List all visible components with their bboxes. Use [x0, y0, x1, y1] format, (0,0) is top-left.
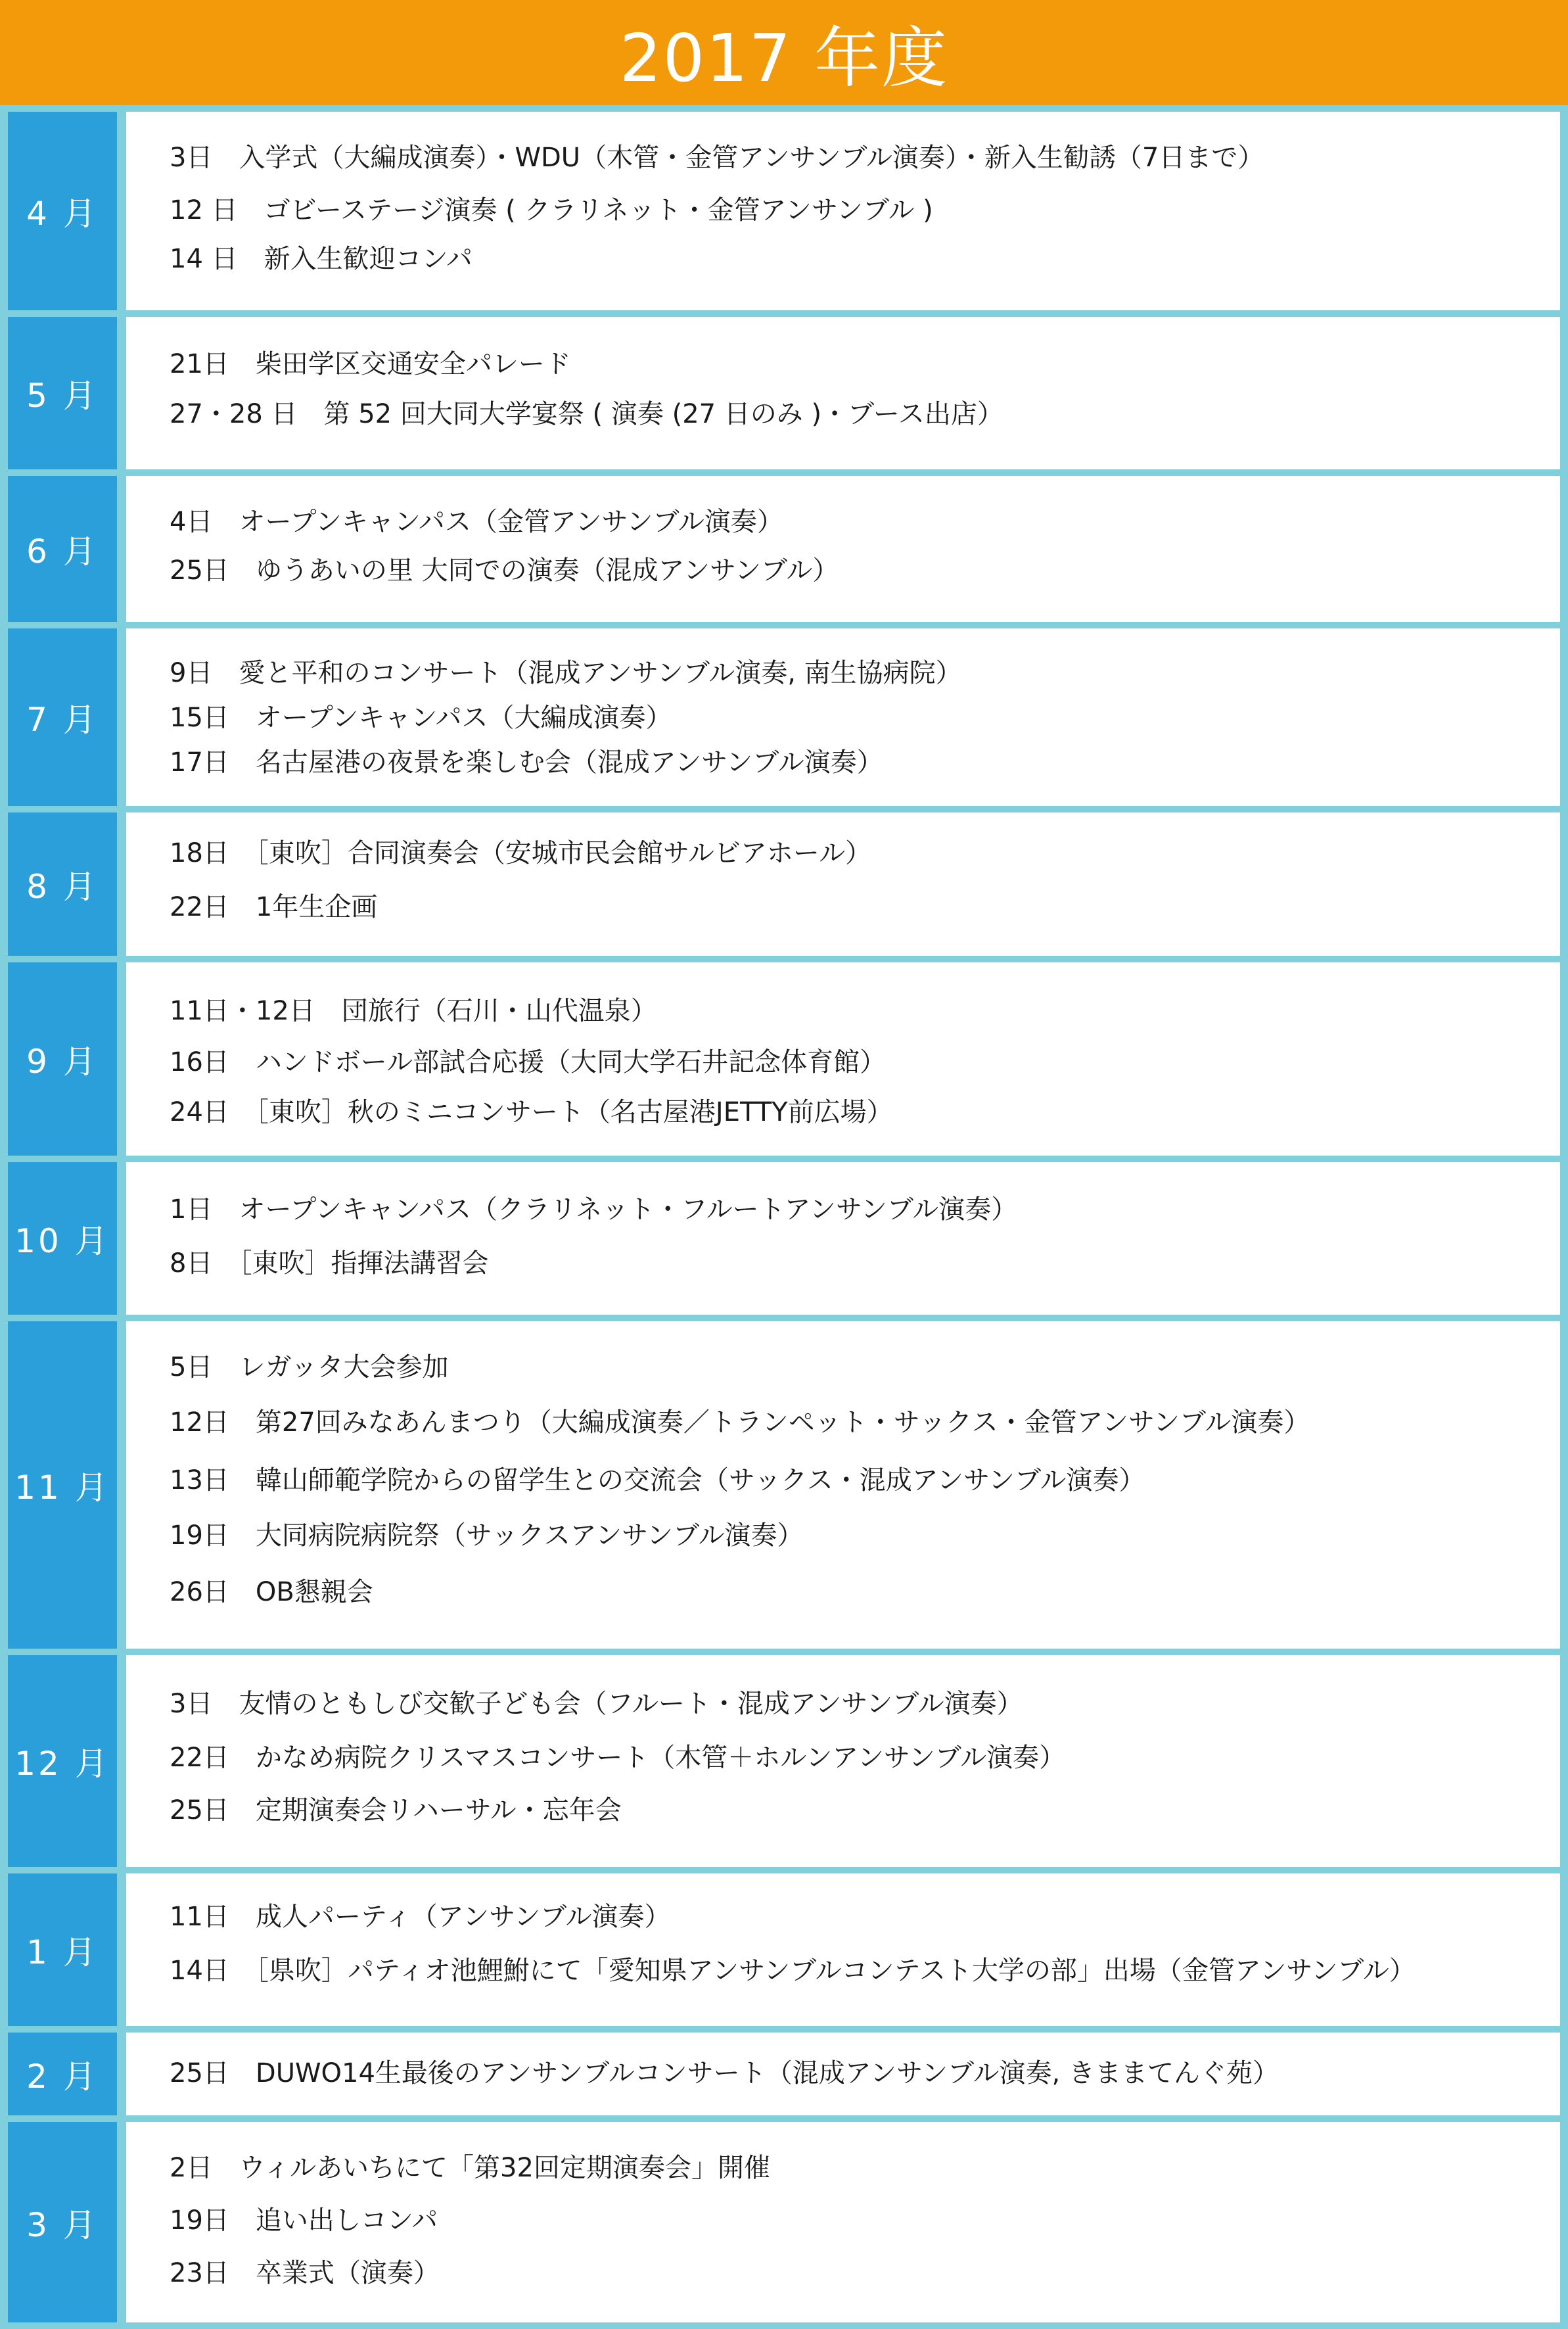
event-item: 22日 1年生企画 — [170, 892, 378, 922]
month-row — [0, 1162, 1568, 1315]
month-row — [0, 2122, 1568, 2322]
month-label: 12 月 — [8, 1655, 117, 1867]
event-item: 25日 ゆうあいの里 大同での演奏（混成アンサンブル） — [170, 555, 839, 586]
event-item: 9日 愛と平和のコンサート（混成アンサンブル演奏, 南生協病院） — [170, 658, 962, 688]
event-item: 16日 ハンドボール部試合応援（大同大学石井記念体育館） — [170, 1047, 887, 1077]
month-row — [0, 628, 1568, 806]
month-events — [126, 1321, 1560, 1649]
month-label: 10 月 — [8, 1162, 117, 1315]
event-item: 3日 入学式（大編成演奏）・WDU（木管・金管アンサンブル演奏）・新入生勧誘（7日まで） — [170, 143, 1264, 173]
month-events — [126, 1873, 1560, 2026]
month-row — [0, 476, 1568, 622]
event-item: 13日 韓山師範学院からの留学生との交流会（サックス・混成アンサンブル演奏） — [170, 1465, 1145, 1495]
month-row — [0, 962, 1568, 1156]
event-item: 1日 オープンキャンパス（クラリネット・フルートアンサンブル演奏） — [170, 1194, 1018, 1225]
month-row — [0, 1321, 1568, 1649]
month-events — [126, 317, 1560, 469]
month-row — [0, 112, 1568, 310]
month-events — [126, 2122, 1560, 2322]
month-events — [126, 2033, 1560, 2115]
month-events — [126, 1655, 1560, 1867]
month-events — [126, 628, 1560, 806]
month-events — [126, 962, 1560, 1156]
month-events — [126, 112, 1560, 310]
event-item: 25日 定期演奏会リハーサル・忘年会 — [170, 1795, 622, 1825]
event-item: 26日 OB懇親会 — [170, 1577, 373, 1607]
event-item: 18日 ［東吹］合同演奏会（安城市民会館サルビアホール） — [170, 838, 872, 868]
month-row — [0, 317, 1568, 469]
event-item: 11日・12日 団旅行（石川・山代温泉） — [170, 996, 657, 1026]
page-title: 2017 年度 — [0, 0, 1568, 105]
month-label: 2 月 — [8, 2033, 117, 2115]
event-item: 19日 追い出しコンパ — [170, 2205, 438, 2236]
event-item: 8日 ［東吹］指揮法講習会 — [170, 1248, 489, 1279]
month-row — [0, 1655, 1568, 1867]
event-item: 15日 オープンキャンパス（大編成演奏） — [170, 703, 672, 733]
month-label: 11 月 — [8, 1321, 117, 1649]
event-item: 4日 オープンキャンパス（金管アンサンブル演奏） — [170, 507, 783, 537]
event-item: 25日 DUWO14生最後のアンサンブルコンサート（混成アンサンブル演奏, きままてんぐ苑） — [170, 2058, 1279, 2088]
event-item: 5日 レガッタ大会参加 — [170, 1352, 449, 1382]
month-label: 5 月 — [8, 317, 117, 469]
month-label: 7 月 — [8, 628, 117, 806]
event-item: 23日 卒業式（演奏） — [170, 2258, 440, 2288]
event-item: 21日 柴田学区交通安全パレード — [170, 349, 571, 379]
event-item: 11日 成人パーティ（アンサンブル演奏） — [170, 1902, 671, 1932]
month-label: 4 月 — [8, 112, 117, 310]
event-item: 14 日 新入生歓迎コンパ — [170, 244, 473, 274]
event-item: 2日 ウィルあいちにて「第32回定期演奏会」開催 — [170, 2153, 770, 2183]
month-label: 6 月 — [8, 476, 117, 622]
event-item: 17日 名古屋港の夜景を楽しむ会（混成アンサンブル演奏） — [170, 747, 883, 778]
event-item: 12日 第27回みなあんまつり（大編成演奏／トランペット・サックス・金管アンサンブル演奏） — [170, 1407, 1310, 1438]
event-item: 12 日 ゴビーステージ演奏 ( クラリネット・金管アンサンブル ) — [170, 195, 933, 225]
month-label: 3 月 — [8, 2122, 117, 2322]
month-label: 1 月 — [8, 1873, 117, 2026]
event-item: 19日 大同病院病院祭（サックスアンサンブル演奏） — [170, 1520, 804, 1551]
month-label: 9 月 — [8, 962, 117, 1156]
month-row — [0, 2033, 1568, 2115]
month-events — [126, 812, 1560, 956]
event-item: 14日 ［県吹］パティオ池鯉鮒にて「愛知県アンサンブルコンテスト大学の部」出場（金管アンサンブル） — [170, 1956, 1416, 1986]
month-row — [0, 812, 1568, 956]
event-item: 22日 かなめ病院クリスマスコンサート（木管＋ホルンアンサンブル演奏） — [170, 1743, 1066, 1773]
month-label: 8 月 — [8, 812, 117, 956]
month-row — [0, 1873, 1568, 2026]
event-item: 27・28 日 第 52 回大同大学宴祭 ( 演奏 (27 日のみ )・ブース出店） — [170, 399, 1003, 429]
event-item: 3日 友情のともしび交歓子ども会（フルート・混成アンサンブル演奏） — [170, 1689, 1023, 1719]
month-events — [126, 1162, 1560, 1315]
month-events — [126, 476, 1560, 622]
event-item: 24日 ［東吹］秋のミニコンサート（名古屋港JETTY前広場） — [170, 1097, 893, 1127]
